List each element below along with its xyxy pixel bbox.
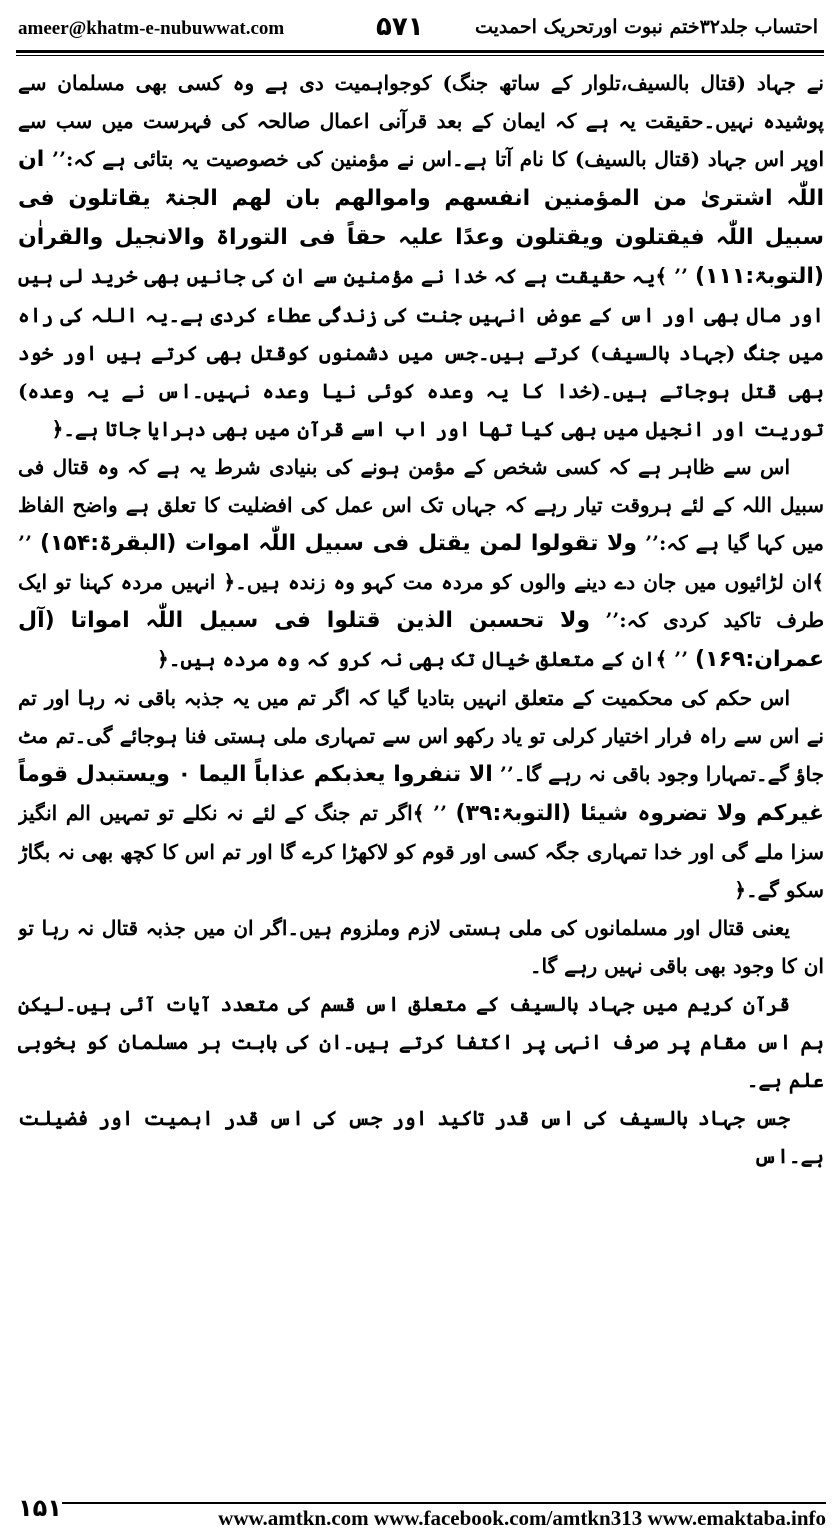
paragraph-4	[18, 909, 824, 985]
paragraph-1	[18, 64, 824, 448]
header-email: ameer@khatm-e-nubuwwat.com	[18, 18, 285, 39]
text-run: نے جہاد (قتال بالسیف،تلوار کے ساتھ جنگ) کوجواہمیت دی ہے وہ کسی بھی مسلمان سے پوشیدہ نہیں۔حقیقت یہ ہے کہ ایمان کے بعد قرآنی اعمال صالحہ کی فہرست میں سب سے اوپر اس جہاد (قتال بالسیف) کا نام آتا ہے۔اس نے مؤمنین کی خصوصیت یہ بتائی ہے کہ:’’	[18, 71, 824, 171]
footer-page-number: ۱۵۱	[18, 1494, 62, 1522]
text-run: قرآن کریم میں جہاد بالسیف کے متعلق اس قسم کی متعدد آیات آئی ہیں۔لیکن ہم اس مقام پر صرف انہی پر اکتفا کرتے ہیں۔ان کی بابت ہر مسلمان کو بخوبی علم ہے۔	[18, 992, 824, 1092]
footer-links[interactable]: www.amtkn.com www.facebook.com/amtkn313 www.emaktaba.info	[218, 1506, 826, 1530]
header-rule	[16, 50, 824, 53]
text-run: ’’ ﴾اگر تم جنگ کے لئے نہ نکلے تو تمہیں الم انگیز سزا ملے گی اور خدا تمہاری جگہ کسی اور قوم کو لاکھڑا کرے گا اور تم اس کا کچھ بھی نہ بگاڑ سکو گے۔﴿	[18, 801, 824, 902]
paragraph-2	[18, 448, 824, 679]
text-run: ’’ ﴾ان لڑائیوں میں جان دے دینے والوں کو مردہ مت کہو وہ زندہ ہیں۔﴿ انہیں مردہ کہنا تو ایک طرف تاکید کردی کہ:’’	[18, 531, 824, 632]
text-run: اس سے ظاہر ہے کہ کسی شخص کے مؤمن ہونے کی بنیادی شرط یہ ہے کہ وہ قتال فی سبیل اللہ کے لئے ہروقت تیار رہے کہ جہاں تک اس عمل کی افضلیت کا تعلق ہے واضح الفاظ میں کہا گیا ہے کہ:’’	[18, 455, 824, 555]
header-page-number: ۵۷۱	[376, 12, 424, 42]
quran-verse: ان اللّٰہ اشتریٰ من المؤمنین انفسھم واموالھم بان لھم الجنۃ یقاتلون فی سبیل اللّٰہ فیقتلون ویقتلون وعدًا علیہ حقاً فی التوراۃ والانجیل والقراٰن (التوبۃ:۱۱۱)	[18, 147, 824, 289]
header-rule-thin	[16, 55, 824, 56]
page-footer	[0, 1494, 840, 1540]
page-body	[18, 64, 824, 1474]
text-run: ’’ ﴾یہ حقیقت ہے کہ خدا نے مؤمنین سے ان کی جانیں بھی خرید لی ہیں اور مال بھی اور اس کے عوض انہیں جنت کی زندگی عطاء کردی ہے۔یہ اللہ کی راہ میں جنگ (جہاد بالسیف) کرتے ہیں۔جس میں دشمنوں کوقتل بھی کرتے ہیں اور خود بھی قتل ہوجاتے ہیں۔(خدا کا یہ وعدہ کوئی نیا وعدہ نہیں۔اس نے یہ وعدہ) توریت اور انجیل میں بھی کیا تھا اور اب اسے قرآن میں بھی دہرایا جاتا ہے۔﴿	[18, 264, 824, 441]
page-header	[18, 6, 822, 52]
paragraph-5	[18, 985, 824, 1099]
quran-verse: ولا تحسبن الذین قتلوا فی سبیل اللّٰہ امواتا (آل عمران:۱۶۹)	[18, 608, 824, 672]
header-title: احتساب جلد۳۲ختم نبوت اورتحریک احمدیت	[474, 16, 818, 38]
quran-verse: الا تنفروا یعذبکم عذاباً الیما ۰ ویستبدل قوماً غیرکم ولا تضروہ شیئا (التوبۃ:۳۹)	[18, 762, 824, 826]
text-run: اس حکم کی محکمیت کے متعلق انہیں بتادیا گیا کہ اگر تم میں یہ جذبہ باقی نہ رہا اور تم نے اس سے راہ فرار اختیار کرلی تو یاد رکھو اس سے تمہاری ملی ہستی فنا ہوجائے گی۔تم مٹ جاؤ گے۔تمہارا وجود باقی نہ رہے گا۔’’	[18, 686, 824, 786]
quran-verse: ولا تقولوا لمن یقتل فی سبیل اللّٰہ اموات (البقرۃ:۱۵۴)	[39, 531, 638, 556]
paragraph-6	[18, 1099, 824, 1175]
footer-rule	[62, 1502, 826, 1504]
paragraph-3	[18, 679, 824, 909]
text-run: جس جہاد بالسیف کی اس قدر تاکید اور جس کی اس قدر اہمیت اور فضیلت ہے۔اس	[18, 1106, 824, 1168]
text-run: ’’ ﴾ان کے متعلق خیال تک بھی نہ کرو کہ وہ مردہ ہیں۔﴿	[157, 647, 689, 671]
text-run: یعنی قتال اور مسلمانوں کی ملی ہستی لازم وملزوم ہیں۔اگر ان میں جذبہ قتال نہ رہا تو ان کا وجود بھی باقی نہیں رہے گا۔	[18, 916, 824, 978]
